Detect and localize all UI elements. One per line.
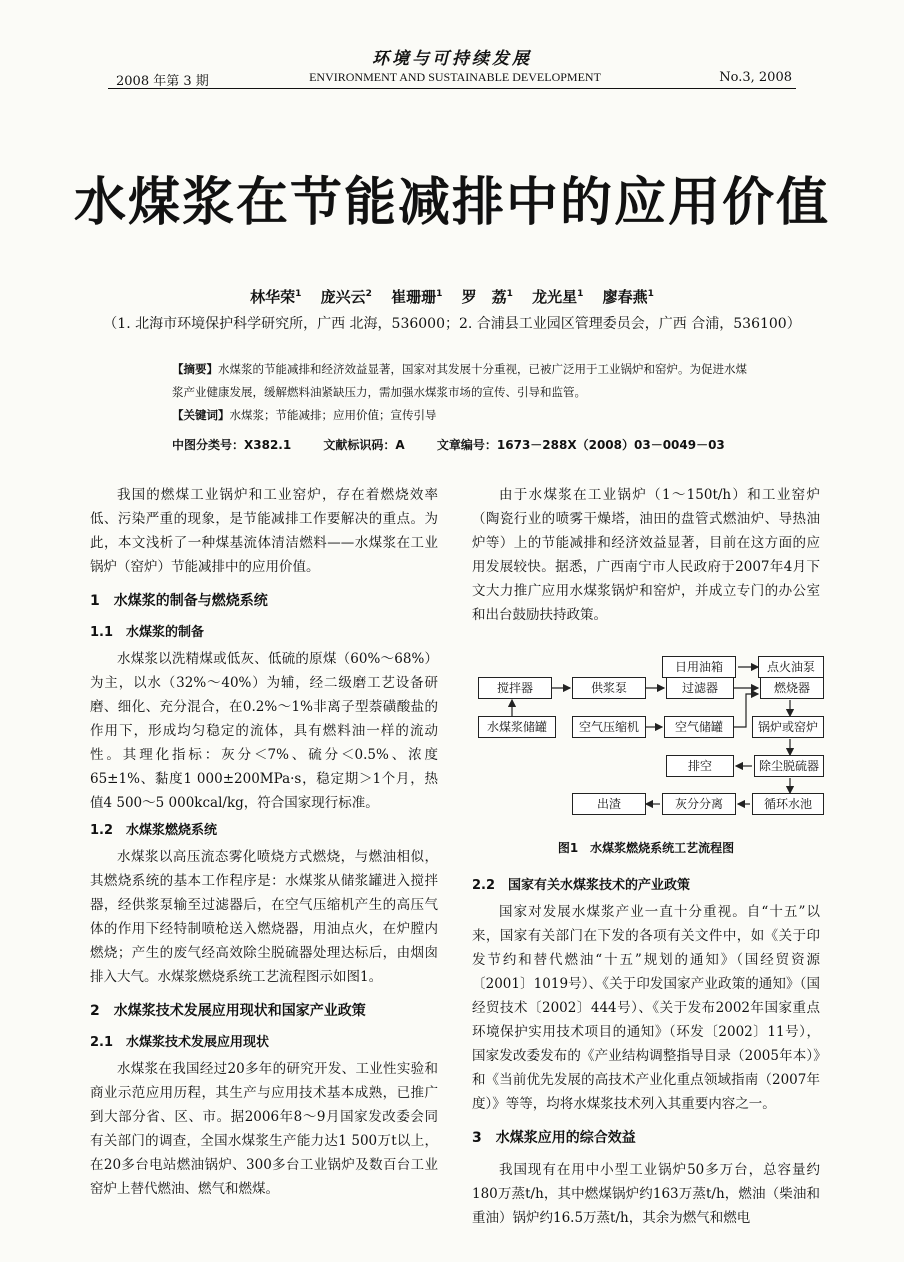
left-column [90, 483, 438, 1201]
paragraph: 水煤浆以高压流态雾化喷烧方式燃烧，与燃油相似，其燃烧系统的基本工作程序是：水煤浆从储浆罐进入搅拌器，经供浆泵输至过滤器后，在空气压缩机产生的高压气体的作用下经特制喷枪送入燃烧器，用油点火，在炉膛内燃烧；产生的废气经高效除尘脱硫器处理达标后，由烟囱排入大气。水煤浆燃烧系统工艺流程图示如图1。 [90, 849, 438, 985]
subsection-heading: 2.1 水煤浆技术发展应用现状 [90, 1035, 270, 1050]
author-list [0, 286, 904, 307]
header-rule [108, 88, 796, 89]
flow-diagram [470, 656, 822, 824]
article-title: 水煤浆在节能减排中的应用价值 [73, 173, 830, 233]
section-heading: 3 水煤浆应用的综合效益 [472, 1130, 636, 1146]
desulfurizer-box: 除尘脱硫器 [754, 755, 824, 777]
affiliation: （1. 北海市环境保护科学研究所，广西 北海，536000；2. 合浦县工业园区管理委员会，广西 合浦，536100） [103, 316, 801, 332]
author: 崔珊珊$^1$ [391, 288, 443, 306]
journal-name-en: ENVIRONMENT AND SUSTAINABLE DEVELOPMENT [309, 70, 601, 84]
section-heading: 2 水煤浆技术发展应用现状和国家产业政策 [90, 1003, 366, 1019]
slag-box: 出渣 [572, 793, 646, 815]
ash-separation-box: 灰分分离 [662, 793, 736, 815]
author: 罗 荔$^1$ [461, 288, 513, 306]
author: 庞兴云$^2$ [320, 288, 372, 306]
abstract [172, 358, 752, 427]
filter-box: 过滤器 [666, 677, 734, 699]
circulating-pool-box: 循环水池 [752, 793, 824, 815]
air-compressor-box: 空气压缩机 [572, 716, 646, 738]
exhaust-box: 排空 [666, 755, 734, 777]
paragraph: 我国现有在用中小型工业锅炉50多万台，总容量约180万蒸t/h，其中燃煤锅炉约163万蒸t/h，燃油（柴油和重油）锅炉约16.5万蒸t/h，其余为燃气和燃电 [472, 1162, 820, 1226]
paragraph: 由于水煤浆在工业锅炉（1～150t/h）和工业窑炉（陶瓷行业的喷雾干燥塔，油田的盘管式燃油炉、导热油炉等）上的节能减排和经济效益显著，目前在这方面的应用发展较快。据悉，广西南宁市人民政府于2007年4月下文大力推广应用水煤浆锅炉和窑炉，并成立专门的办公室和出台鼓励扶持政策。 [472, 487, 820, 623]
air-tank-box: 空气储罐 [664, 716, 734, 738]
right-column-top [472, 483, 820, 627]
doc-code: 文献标识码：A [323, 438, 405, 452]
ignition-pump-box: 点火油泵 [758, 656, 824, 678]
author: 林华荣$^1$ [250, 288, 302, 306]
intro-paragraph: 我国的燃煤工业锅炉和工业窑炉，存在着燃烧效率低、污染严重的现象，是节能减排工作要解决的重点。为此，本文浅析了一种煤基流体清洁燃料——水煤浆在工业锅炉（窑炉）节能减排中的应用价值。 [90, 487, 438, 575]
burner-box: 燃烧器 [760, 677, 824, 699]
supply-pump-box: 供浆泵 [572, 677, 646, 699]
subsection-heading: 1.1 水煤浆的制备 [90, 625, 205, 640]
slurry-tank-box: 水煤浆储罐 [478, 716, 556, 738]
section-heading: 1 水煤浆的制备与燃烧系统 [90, 593, 268, 609]
boiler-box: 锅炉或窑炉 [752, 716, 824, 738]
clc-number: 中图分类号：X382.1 [172, 438, 292, 452]
paragraph: 水煤浆以洗精煤或低灰、低硫的原煤（60%～68%）为主，以水（32%～40%）为辅，经二级磨工艺设备研磨、细化、充分混合，在0.2%～1%非离子型萘磺酸盐的作用下，形成均匀稳定的流体，具有燃料油一样的流动性。其理化指标：灰分＜7%、硫分＜0.5%、浓度65±1%、黏度1 000±200MPa·s，稳定期＞1个月，热值4 500～5 000kcal/kg，符合国家现行标准。 [90, 651, 438, 811]
abstract-body: 【摘要】水煤浆的节能减排和经济效益显著，国家对其发展十分重视，已被广泛用于工业锅炉和窑炉。为促进水煤浆产业健康发展，缓解燃料油紧缺压力，需加强水煤浆市场的宣传、引导和监管。 [172, 362, 747, 399]
journal-name: 环境与可持续发展 [372, 49, 532, 69]
mixer-box: 搅拌器 [478, 677, 552, 699]
classification-line [172, 436, 753, 453]
issue-label-cn: 2008 年第 3 期 [116, 74, 209, 89]
author: 龙光星$^1$ [532, 288, 584, 306]
paragraph: 国家对发展水煤浆产业一直十分重视。自“十五”以来，国家有关部门在下发的各项有关文件中，如《关于印发节约和替代燃油“十五”规划的通知》（国经贸资源〔2001〕1019号）、《关于印发国家产业政策的通知》（国经贸技术〔2002〕444号）、《关于发布2002年国家重点环境保护实用技术项目的通知》（环发〔2002〕11号），国家发改委发布的《产业结构调整指导目录（2005年本）》和《当前优先发展的高技术产业化重点领域指南（2007年度）》等等，均将水煤浆技术列入其重要内容之一。 [472, 904, 820, 1112]
paragraph: 水煤浆在我国经过20多年的研究开发、工业性实验和商业示范应用历程，其生产与应用技术基本成熟，已推广到大部分省、区、市。据2006年8～9月国家发改委会同有关部门的调查，全国水煤浆生产能力达1 500万t以上，在20多台电站燃油锅炉、300多台工业锅炉及数百台工业窑炉上替代燃油、燃气和燃煤。 [90, 1061, 438, 1197]
issue-label-en: No.3, 2008 [719, 70, 792, 85]
subsection-heading: 1.2 水煤浆燃烧系统 [90, 823, 218, 838]
article-number: 文章编号：1673－288X（2008）03－0049－03 [436, 438, 725, 452]
author: 廖春燕$^1$ [602, 288, 654, 306]
figure-caption: 图1 水煤浆燃烧系统工艺流程图 [557, 841, 735, 855]
daily-oil-tank-box: 日用油箱 [662, 656, 736, 678]
right-column-bottom [472, 870, 820, 1230]
keywords: 【关键词】水煤浆；节能减排；应用价值；宣传引导 [172, 408, 437, 422]
subsection-heading: 2.2 国家有关水煤浆技术的产业政策 [472, 878, 691, 893]
